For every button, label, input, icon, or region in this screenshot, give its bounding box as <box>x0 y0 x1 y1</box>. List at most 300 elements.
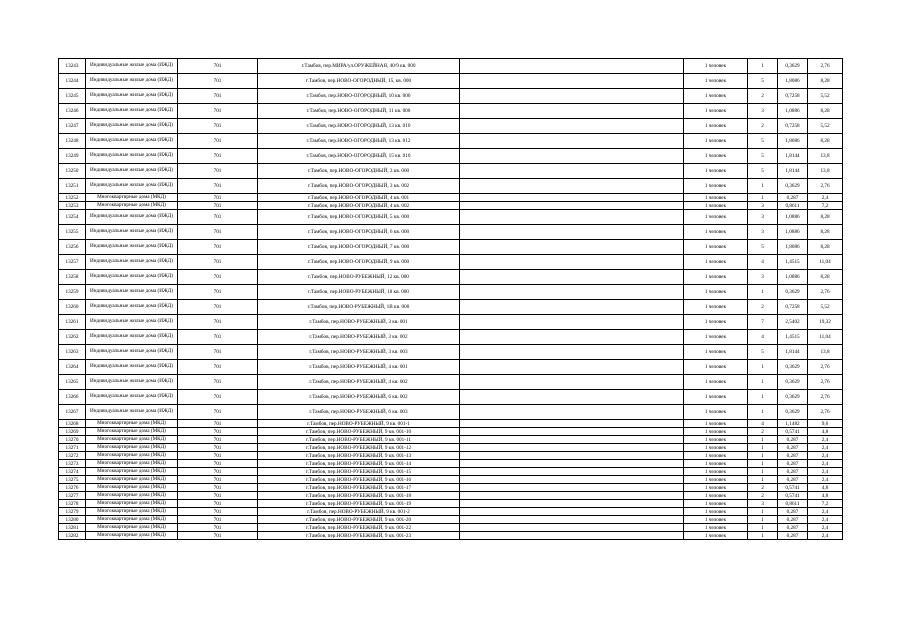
address-cell: г.Тамбов, пер.НОВО-ОГОРОДНЫЙ, 9 кв. 000 <box>258 255 460 270</box>
building-type-cell: Индивидуальные жилые дома (ИЖД) <box>86 360 178 375</box>
table-row <box>59 119 843 134</box>
coefficient-cell: 1,8144 <box>778 345 808 360</box>
empty-cell <box>460 484 684 492</box>
count-cell: 1 <box>748 516 778 524</box>
row-id-cell: 13245 <box>59 89 86 104</box>
coefficient-cell: 2,5402 <box>778 315 808 330</box>
address-cell: г.Тамбов, пер.НОВО-РУБЕЖНЫЙ, 9 кв. 001-20 <box>258 516 460 524</box>
coefficient-cell: 1,0886 <box>778 225 808 240</box>
value-cell: 8,28 <box>808 240 843 255</box>
building-type-cell: Индивидуальные жилые дома (ИЖД) <box>86 119 178 134</box>
empty-cell <box>460 524 684 532</box>
table-row <box>59 436 843 444</box>
empty-cell <box>460 375 684 390</box>
address-cell: г.Тамбов, пер.НОВО-РУБЕЖНЫЙ, 6 кв. 003 <box>258 405 460 420</box>
coefficient-cell: 0,5741 <box>778 428 808 436</box>
value-cell: 7,2 <box>808 500 843 508</box>
code-cell: 701 <box>178 270 258 285</box>
coefficient-cell: 1,8144 <box>778 149 808 164</box>
building-type-cell: Индивидуальные жилые дома (ИЖД) <box>86 300 178 315</box>
address-cell: г.Тамбов, пер.НОВО-ОГОРОДНЫЙ, 10 кв. 000 <box>258 89 460 104</box>
row-id-cell: 13256 <box>59 240 86 255</box>
building-type-cell: Индивидуальные жилые дома (ИЖД) <box>86 225 178 240</box>
code-cell: 701 <box>178 285 258 300</box>
row-id-cell: 13281 <box>59 524 86 532</box>
empty-cell <box>460 405 684 420</box>
row-id-cell: 13244 <box>59 74 86 89</box>
building-type-cell: Индивидуальные жилые дома (ИЖД) <box>86 405 178 420</box>
address-cell: г.Тамбов, пер.НОВО-РУБЕЖНЫЙ, 9 кв. 001-15 <box>258 468 460 476</box>
code-cell: 701 <box>178 240 258 255</box>
row-id-cell: 13278 <box>59 500 86 508</box>
table-row <box>59 89 843 104</box>
code-cell: 701 <box>178 468 258 476</box>
value-cell: 13,8 <box>808 149 843 164</box>
empty-cell <box>460 330 684 345</box>
building-type-cell: Индивидуальные жилые дома (ИЖД) <box>86 149 178 164</box>
count-cell: 2 <box>748 484 778 492</box>
unit-cell: 1 человек <box>684 270 748 285</box>
code-cell: 701 <box>178 532 258 540</box>
empty-cell <box>460 468 684 476</box>
row-id-cell: 13249 <box>59 149 86 164</box>
count-cell: 4 <box>748 420 778 428</box>
address-cell: г.Тамбов, пер.НОВО-РУБЕЖНЫЙ, 9 кв. 001-13 <box>258 452 460 460</box>
unit-cell: 1 человек <box>684 468 748 476</box>
empty-cell <box>460 179 684 194</box>
count-cell: 1 <box>748 476 778 484</box>
unit-cell: 1 человек <box>684 508 748 516</box>
unit-cell: 1 человек <box>684 134 748 149</box>
coefficient-cell: 0,7258 <box>778 89 808 104</box>
code-cell: 701 <box>178 315 258 330</box>
code-cell: 701 <box>178 484 258 492</box>
count-cell: 2 <box>748 89 778 104</box>
code-cell: 701 <box>178 360 258 375</box>
empty-cell <box>460 225 684 240</box>
value-cell: 8,28 <box>808 270 843 285</box>
empty-cell <box>460 444 684 452</box>
code-cell: 701 <box>178 210 258 225</box>
row-id-cell: 13263 <box>59 345 86 360</box>
building-type-cell: Многоквартирные дома (МКД) <box>86 516 178 524</box>
code-cell: 701 <box>178 405 258 420</box>
coefficient-cell: 0,3629 <box>778 405 808 420</box>
coefficient-cell: 0,5741 <box>778 492 808 500</box>
row-id-cell: 13247 <box>59 119 86 134</box>
count-cell: 7 <box>748 315 778 330</box>
value-cell: 13,8 <box>808 345 843 360</box>
empty-cell <box>460 508 684 516</box>
table-row <box>59 240 843 255</box>
row-id-cell: 13276 <box>59 484 86 492</box>
coefficient-cell: 1,4515 <box>778 255 808 270</box>
code-cell: 701 <box>178 428 258 436</box>
unit-cell: 1 человек <box>684 452 748 460</box>
empty-cell <box>460 428 684 436</box>
coefficient-cell: 0,287 <box>778 508 808 516</box>
count-cell: 1 <box>748 59 778 74</box>
unit-cell: 1 человек <box>684 524 748 532</box>
table-row <box>59 524 843 532</box>
row-id-cell: 13270 <box>59 436 86 444</box>
code-cell: 701 <box>178 194 258 202</box>
address-cell: г.Тамбов, пер.НОВО-ОГОРОДНЫЙ, 4 кв. 002 <box>258 202 460 210</box>
empty-cell <box>460 452 684 460</box>
empty-cell <box>460 202 684 210</box>
empty-cell <box>460 300 684 315</box>
coefficient-cell: 0,287 <box>778 436 808 444</box>
address-cell: г.Тамбов, пер.НОВО-ОГОРОДНЫЙ, 4 кв. 001 <box>258 194 460 202</box>
unit-cell: 1 человек <box>684 89 748 104</box>
row-id-cell: 13277 <box>59 492 86 500</box>
value-cell: 5,52 <box>808 119 843 134</box>
code-cell: 701 <box>178 476 258 484</box>
row-id-cell: 13272 <box>59 452 86 460</box>
coefficient-cell: 0,287 <box>778 468 808 476</box>
address-cell: г.Тамбов, пер.НОВО-РУБЕЖНЫЙ, 1В кв. 000 <box>258 300 460 315</box>
empty-cell <box>460 360 684 375</box>
value-cell: 7,2 <box>808 202 843 210</box>
value-cell: 4,8 <box>808 428 843 436</box>
code-cell: 701 <box>178 524 258 532</box>
coefficient-cell: 0,7258 <box>778 119 808 134</box>
count-cell: 3 <box>748 104 778 119</box>
code-cell: 701 <box>178 164 258 179</box>
unit-cell: 1 человек <box>684 484 748 492</box>
building-type-cell: Многоквартирные дома (МКД) <box>86 436 178 444</box>
count-cell: 1 <box>748 452 778 460</box>
row-id-cell: 13252 <box>59 194 86 202</box>
value-cell: 9,6 <box>808 420 843 428</box>
row-id-cell: 13274 <box>59 468 86 476</box>
address-cell: г.Тамбов, пер.НОВО-РУБЕЖНЫЙ, 9 кв. 001-14 <box>258 460 460 468</box>
building-type-cell: Индивидуальные жилые дома (ИЖД) <box>86 179 178 194</box>
empty-cell <box>460 390 684 405</box>
count-cell: 1 <box>748 194 778 202</box>
table-row <box>59 484 843 492</box>
code-cell: 701 <box>178 330 258 345</box>
count-cell: 1 <box>748 460 778 468</box>
address-cell: г.Тамбов, пер.НОВО-РУБЕЖНЫЙ, 9 кв. 001-16 <box>258 476 460 484</box>
address-cell: г.Тамбов, пер.НОВО-ОГОРОДНЫЙ, 6 кв. 000 <box>258 225 460 240</box>
table-row <box>59 420 843 428</box>
table-row <box>59 405 843 420</box>
empty-cell <box>460 89 684 104</box>
unit-cell: 1 человек <box>684 255 748 270</box>
table-row <box>59 532 843 540</box>
address-cell: г.Тамбов, пер.НОВО-РУБЕЖНЫЙ, 9 кв. 001-10 <box>258 428 460 436</box>
coefficient-cell: 1,8086 <box>778 240 808 255</box>
code-cell: 701 <box>178 492 258 500</box>
table-row <box>59 104 843 119</box>
table-row <box>59 74 843 89</box>
coefficient-cell: 0,7258 <box>778 300 808 315</box>
row-id-cell: 13267 <box>59 405 86 420</box>
unit-cell: 1 человек <box>684 104 748 119</box>
coefficient-cell: 0,5741 <box>778 484 808 492</box>
address-cell: г.Тамбов, пер.МИРА/ул.ОРУЖЕЙНАЯ, 40/9 кв. 000 <box>258 59 460 74</box>
row-id-cell: 13269 <box>59 428 86 436</box>
value-cell: 11,04 <box>808 330 843 345</box>
address-cell: г.Тамбов, пер.НОВО-ОГОРОДНЫЙ, 3 кв. 002 <box>258 179 460 194</box>
coefficient-cell: 0,3629 <box>778 179 808 194</box>
unit-cell: 1 человек <box>684 300 748 315</box>
table-row <box>59 59 843 74</box>
count-cell: 3 <box>748 225 778 240</box>
count-cell: 1 <box>748 285 778 300</box>
count-cell: 1 <box>748 524 778 532</box>
count-cell: 5 <box>748 134 778 149</box>
unit-cell: 1 человек <box>684 516 748 524</box>
table-row <box>59 375 843 390</box>
row-id-cell: 13282 <box>59 532 86 540</box>
building-type-cell: Индивидуальные жилые дома (ИЖД) <box>86 134 178 149</box>
table-row <box>59 508 843 516</box>
unit-cell: 1 человек <box>684 436 748 444</box>
value-cell: 13,8 <box>808 164 843 179</box>
value-cell: 8,28 <box>808 74 843 89</box>
count-cell: 1 <box>748 360 778 375</box>
value-cell: 2,76 <box>808 375 843 390</box>
count-cell: 5 <box>748 74 778 89</box>
building-type-cell: Многоквартирные дома (МКД) <box>86 428 178 436</box>
count-cell: 2 <box>748 492 778 500</box>
value-cell: 8,28 <box>808 225 843 240</box>
code-cell: 701 <box>178 104 258 119</box>
coefficient-cell: 0,287 <box>778 476 808 484</box>
row-id-cell: 13255 <box>59 225 86 240</box>
building-type-cell: Индивидуальные жилые дома (ИЖД) <box>86 89 178 104</box>
building-type-cell: Индивидуальные жилые дома (ИЖД) <box>86 164 178 179</box>
empty-cell <box>460 500 684 508</box>
unit-cell: 1 человек <box>684 59 748 74</box>
code-cell: 701 <box>178 390 258 405</box>
empty-cell <box>460 134 684 149</box>
table-row <box>59 516 843 524</box>
building-type-cell: Многоквартирные дома (МКД) <box>86 508 178 516</box>
count-cell: 5 <box>748 149 778 164</box>
unit-cell: 1 человек <box>684 119 748 134</box>
coefficient-cell: 1,1482 <box>778 420 808 428</box>
count-cell: 1 <box>748 508 778 516</box>
building-type-cell: Многоквартирные дома (МКД) <box>86 202 178 210</box>
row-id-cell: 13250 <box>59 164 86 179</box>
code-cell: 701 <box>178 59 258 74</box>
coefficient-cell: 0,287 <box>778 460 808 468</box>
unit-cell: 1 человек <box>684 74 748 89</box>
building-type-cell: Индивидуальные жилые дома (ИЖД) <box>86 240 178 255</box>
row-id-cell: 13260 <box>59 300 86 315</box>
building-type-cell: Многоквартирные дома (МКД) <box>86 532 178 540</box>
count-cell: 5 <box>748 240 778 255</box>
empty-cell <box>460 420 684 428</box>
building-type-cell: Индивидуальные жилые дома (ИЖД) <box>86 74 178 89</box>
coefficient-cell: 1,8144 <box>778 164 808 179</box>
value-cell: 2,4 <box>808 508 843 516</box>
code-cell: 701 <box>178 134 258 149</box>
address-cell: г.Тамбов, пер.НОВО-РУБЕЖНЫЙ, 9 кв. 001-1 <box>258 420 460 428</box>
unit-cell: 1 человек <box>684 149 748 164</box>
empty-cell <box>460 104 684 119</box>
code-cell: 701 <box>178 89 258 104</box>
table-row <box>59 500 843 508</box>
row-id-cell: 13257 <box>59 255 86 270</box>
value-cell: 19,32 <box>808 315 843 330</box>
unit-cell: 1 человек <box>684 285 748 300</box>
table-row <box>59 492 843 500</box>
coefficient-cell: 1,0886 <box>778 210 808 225</box>
row-id-cell: 13280 <box>59 516 86 524</box>
table-row <box>59 460 843 468</box>
row-id-cell: 13253 <box>59 202 86 210</box>
table-row <box>59 225 843 240</box>
coefficient-cell: 1,8086 <box>778 134 808 149</box>
address-cell: г.Тамбов, пер.НОВО-РУБЕЖНЫЙ, 3 кв. 002 <box>258 330 460 345</box>
count-cell: 5 <box>748 164 778 179</box>
coefficient-cell: 1,4515 <box>778 330 808 345</box>
code-cell: 701 <box>178 179 258 194</box>
count-cell: 3 <box>748 500 778 508</box>
coefficient-cell: 0,287 <box>778 452 808 460</box>
table-row <box>59 360 843 375</box>
empty-cell <box>460 164 684 179</box>
address-cell: г.Тамбов, пер.НОВО-РУБЕЖНЫЙ, 9 кв. 001-17 <box>258 484 460 492</box>
value-cell: 2,4 <box>808 524 843 532</box>
table-row <box>59 315 843 330</box>
value-cell: 2,76 <box>808 405 843 420</box>
count-cell: 1 <box>748 405 778 420</box>
coefficient-cell: 0,287 <box>778 532 808 540</box>
unit-cell: 1 человек <box>684 444 748 452</box>
count-cell: 1 <box>748 375 778 390</box>
value-cell: 2,4 <box>808 460 843 468</box>
unit-cell: 1 человек <box>684 405 748 420</box>
table-row <box>59 210 843 225</box>
value-cell: 5,52 <box>808 89 843 104</box>
code-cell: 701 <box>178 516 258 524</box>
unit-cell: 1 человек <box>684 225 748 240</box>
building-type-cell: Многоквартирные дома (МКД) <box>86 460 178 468</box>
value-cell: 2,4 <box>808 532 843 540</box>
value-cell: 11,04 <box>808 255 843 270</box>
count-cell: 3 <box>748 270 778 285</box>
empty-cell <box>460 460 684 468</box>
unit-cell: 1 человек <box>684 500 748 508</box>
count-cell: 4 <box>748 330 778 345</box>
address-cell: г.Тамбов, пер.НОВО-РУБЕЖНЫЙ, 9 кв. 001-19 <box>258 500 460 508</box>
count-cell: 4 <box>748 255 778 270</box>
building-type-cell: Многоквартирные дома (МКД) <box>86 500 178 508</box>
table-row <box>59 428 843 436</box>
row-id-cell: 13279 <box>59 508 86 516</box>
value-cell: 2,4 <box>808 436 843 444</box>
value-cell: 2,4 <box>808 452 843 460</box>
table-row <box>59 476 843 484</box>
count-cell: 5 <box>748 345 778 360</box>
count-cell: 1 <box>748 390 778 405</box>
coefficient-cell: 0,287 <box>778 444 808 452</box>
address-cell: г.Тамбов, пер.НОВО-РУБЕЖНЫЙ, 3 кв. 003 <box>258 345 460 360</box>
table-row <box>59 134 843 149</box>
empty-cell <box>460 436 684 444</box>
building-type-cell: Многоквартирные дома (МКД) <box>86 524 178 532</box>
row-id-cell: 13264 <box>59 360 86 375</box>
empty-cell <box>460 476 684 484</box>
count-cell: 2 <box>748 428 778 436</box>
value-cell: 2,4 <box>808 476 843 484</box>
unit-cell: 1 человек <box>684 375 748 390</box>
row-id-cell: 13254 <box>59 210 86 225</box>
coefficient-cell: 1,0886 <box>778 270 808 285</box>
code-cell: 701 <box>178 508 258 516</box>
building-type-cell: Многоквартирные дома (МКД) <box>86 492 178 500</box>
table-row <box>59 452 843 460</box>
unit-cell: 1 человек <box>684 532 748 540</box>
table-row <box>59 164 843 179</box>
table-row <box>59 345 843 360</box>
empty-cell <box>460 315 684 330</box>
empty-cell <box>460 194 684 202</box>
count-cell: 2 <box>748 300 778 315</box>
value-cell: 2,4 <box>808 194 843 202</box>
coefficient-cell: 0,287 <box>778 524 808 532</box>
code-cell: 701 <box>178 300 258 315</box>
coefficient-cell: 0,3629 <box>778 59 808 74</box>
code-cell: 701 <box>178 345 258 360</box>
unit-cell: 1 человек <box>684 345 748 360</box>
address-cell: г.Тамбов, пер.НОВО-РУБЕЖНЫЙ, 9 кв. 001-22 <box>258 524 460 532</box>
count-cell: 1 <box>748 444 778 452</box>
address-cell: г.Тамбов, пер.НОВО-ОГОРОДНЫЙ, 15 кв. 010 <box>258 149 460 164</box>
code-cell: 701 <box>178 255 258 270</box>
building-type-cell: Многоквартирные дома (МКД) <box>86 420 178 428</box>
unit-cell: 1 человек <box>684 460 748 468</box>
address-cell: г.Тамбов, пер.НОВО-РУБЕЖНЫЙ, 6 кв. 002 <box>258 390 460 405</box>
coefficient-cell: 0,3629 <box>778 360 808 375</box>
unit-cell: 1 человек <box>684 492 748 500</box>
table-row <box>59 202 843 210</box>
code-cell: 701 <box>178 149 258 164</box>
empty-cell <box>460 240 684 255</box>
unit-cell: 1 человек <box>684 194 748 202</box>
building-type-cell: Многоквартирные дома (МКД) <box>86 468 178 476</box>
coefficient-cell: 1,8086 <box>778 74 808 89</box>
address-cell: г.Тамбов, пер.НОВО-РУБЕЖНЫЙ, 18 кв. 000 <box>258 285 460 300</box>
row-id-cell: 13251 <box>59 179 86 194</box>
row-id-cell: 13266 <box>59 390 86 405</box>
unit-cell: 1 человек <box>684 202 748 210</box>
coefficient-cell: 0,3629 <box>778 285 808 300</box>
empty-cell <box>460 74 684 89</box>
table-row <box>59 194 843 202</box>
unit-cell: 1 человек <box>684 330 748 345</box>
value-cell: 2,76 <box>808 179 843 194</box>
building-type-cell: Индивидуальные жилые дома (ИЖД) <box>86 104 178 119</box>
count-cell: 1 <box>748 468 778 476</box>
row-id-cell: 13275 <box>59 476 86 484</box>
table-row <box>59 285 843 300</box>
row-id-cell: 13246 <box>59 104 86 119</box>
unit-cell: 1 человек <box>684 164 748 179</box>
building-type-cell: Индивидуальные жилые дома (ИЖД) <box>86 330 178 345</box>
value-cell: 2,4 <box>808 516 843 524</box>
building-type-cell: Индивидуальные жилые дома (ИЖД) <box>86 315 178 330</box>
table-row <box>59 468 843 476</box>
code-cell: 701 <box>178 420 258 428</box>
count-cell: 1 <box>748 532 778 540</box>
unit-cell: 1 человек <box>684 428 748 436</box>
